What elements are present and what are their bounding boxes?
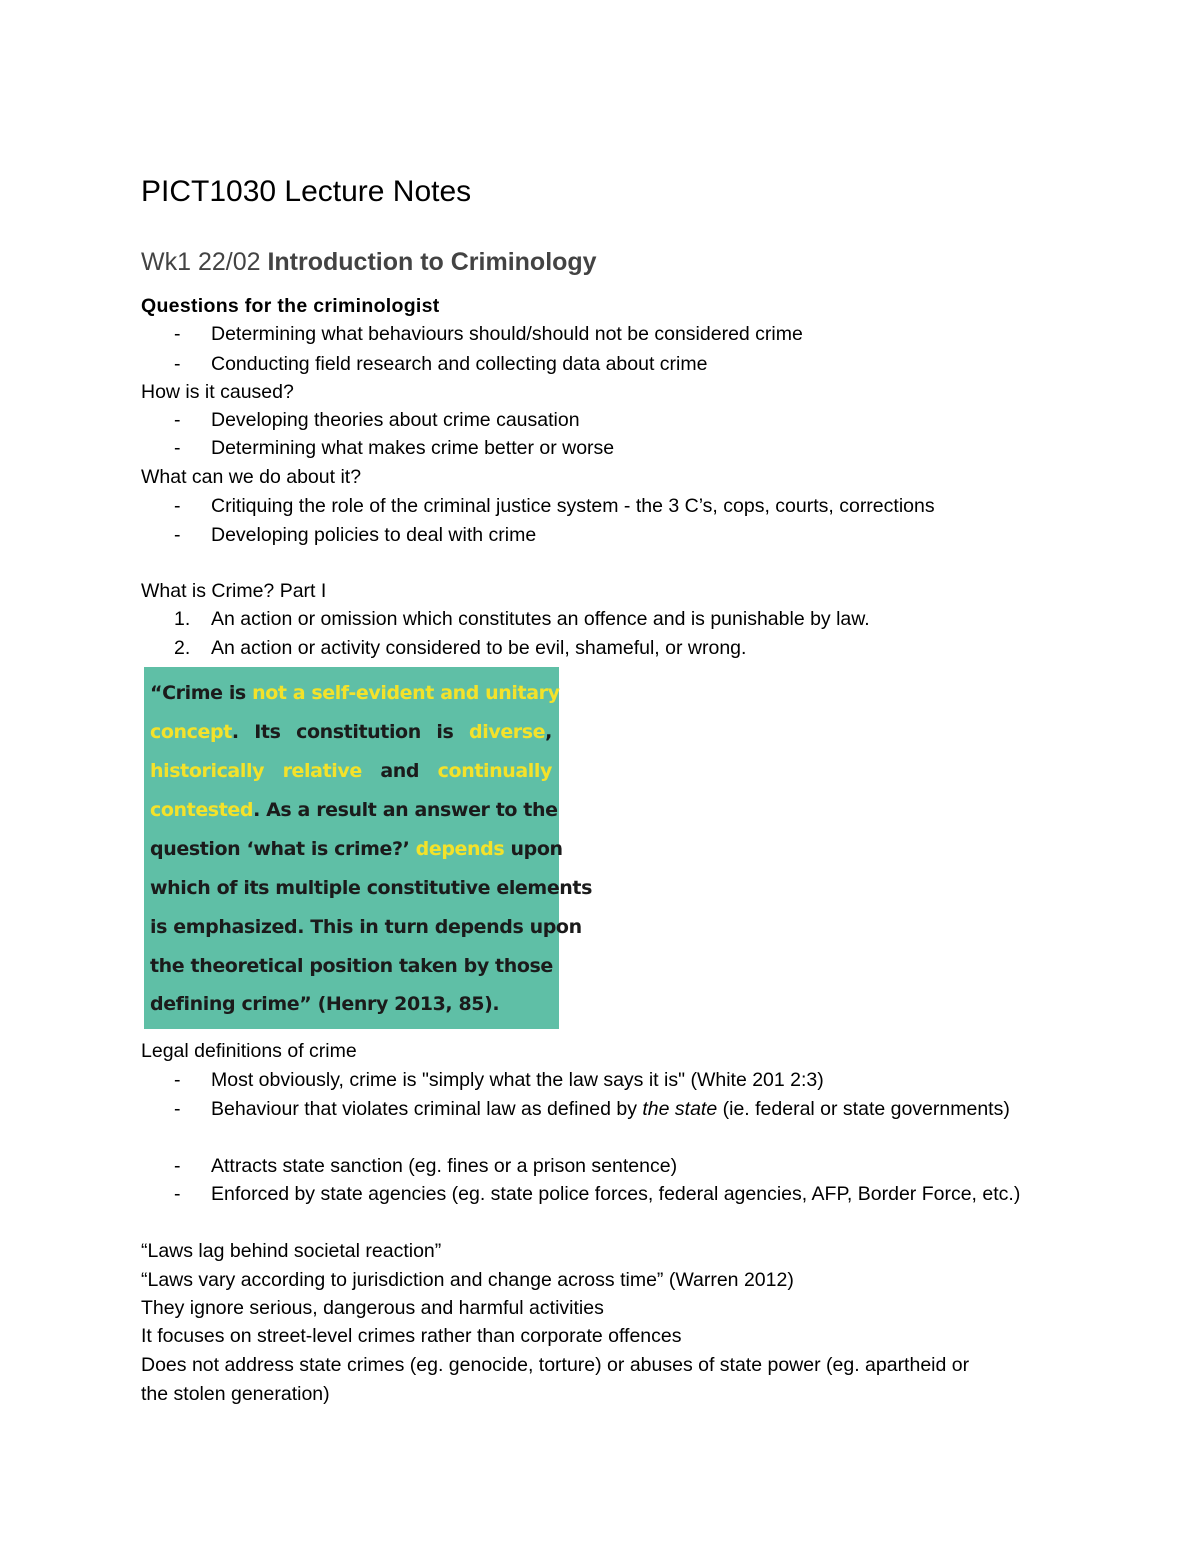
quote-highlight: depends [415,838,505,860]
list-item-text [211,1095,1031,1123]
page-title: PICT1030 Lecture Notes [141,175,472,208]
section-date: Wk1 22/02 [141,248,268,276]
quote-highlight: contested [150,799,254,821]
quote-highlight: concept [150,721,232,743]
bullet-marker: - [174,323,181,345]
quote-text: the theoretical position taken by those [150,955,553,977]
quote-line [150,798,558,822]
list-item-text [211,1066,824,1094]
item-number: 1. [174,608,191,630]
closing-line: Does not address state crimes (eg. genocide, torture) or abuses of state power (eg. apartheid or [141,1354,970,1376]
numbered-item-text: An action or omission which constitutes an offence and is punishable by law. [211,608,870,630]
list-item-segment: Enforced by state agencies (eg. state police forces, federal agencies, AFP, Border Force, etc.) [211,1183,1021,1205]
list-item [174,1152,678,1180]
quote-line [150,992,552,1016]
quote-highlight: continually [437,760,552,782]
list-item-text [211,1152,677,1180]
list-item-text: Developing theories about crime causation [211,409,580,431]
quote-highlight: diverse [469,721,546,743]
list-item [174,434,615,462]
quote-text: . Its constitution is [231,721,470,743]
quote-line [150,876,593,900]
list-item-text: Determining what behaviours should/should not be considered crime [211,323,803,345]
quote-line [150,681,560,705]
list-item [174,1180,1021,1208]
legal-heading: Legal definitions of crime [141,1040,357,1062]
item-number: 2. [174,637,191,659]
closing-line: “Laws vary according to jurisdiction and change across time” (Warren 2012) [141,1269,794,1291]
quote-line [150,837,563,861]
quote-highlight: not a self-evident and unitary [252,682,560,704]
emphasis-text: the state [642,1098,718,1120]
list-item-text: Determining what makes crime better or worse [211,437,615,459]
list-item-segment: (ie. federal or state governments) [717,1098,1010,1120]
quote-image [144,667,593,1029]
questions-heading: Questions for the criminologist [141,295,440,317]
bullet-marker: - [174,1098,181,1120]
quote-text: upon [504,838,563,860]
caused-heading: How is it caused? [141,381,294,403]
bullet-marker: - [174,1183,181,1205]
quote-line [150,954,552,978]
quote-text: “Crime is [150,682,253,704]
list-item [174,492,935,520]
quote-text: and [361,760,438,782]
list-item [174,350,708,378]
section-title [141,248,597,277]
quote-text: defining crime” (Henry 2013, 85). [150,993,500,1015]
list-item [174,320,803,348]
quote-line [150,915,582,939]
do-about-heading: What can we do about it? [141,466,362,488]
numbered-item [174,634,747,662]
quote-text: . As a result an answer to the [253,799,558,821]
bullet-marker: - [174,437,181,459]
list-item-segment: Behaviour that violates criminal law as defined by [211,1098,643,1120]
bullet-marker: - [174,353,181,375]
bullet-marker: - [174,495,181,517]
closing-line: the stolen generation) [141,1383,330,1405]
list-item-text: Conducting field research and collecting data about crime [211,353,708,375]
closing-line: They ignore serious, dangerous and harmful activities [141,1297,604,1319]
list-item-text [211,1180,1031,1208]
quote-text: question ‘what is crime?’ [150,838,416,860]
quote-text: is emphasized. This in turn depends upon [150,916,582,938]
list-item-segment: Attracts state sanction (eg. fines or a prison sentence) [211,1155,678,1177]
quote-text: which of its multiple constitutive elements [150,877,593,899]
list-item [174,406,580,434]
list-item-text: Developing policies to deal with crime [211,524,537,546]
list-item [174,1066,824,1094]
numbered-item [174,605,870,633]
list-item-segment: Most obviously, crime is "simply what the law says it is" (White 201 2:3) [211,1069,824,1091]
list-item [174,521,537,549]
bullet-marker: - [174,409,181,431]
what-is-crime-heading: What is Crime? Part I [141,580,327,602]
bullet-marker: - [174,524,181,546]
closing-line: It focuses on street-level crimes rather than corporate offences [141,1325,682,1347]
closing-line: “Laws lag behind societal reaction” [141,1240,442,1262]
quote-line [150,720,552,744]
quote-line [150,759,552,783]
numbered-item-text: An action or activity considered to be evil, shameful, or wrong. [211,637,747,659]
bullet-marker: - [174,1155,181,1177]
list-item-text: Critiquing the role of the criminal justice system - the 3 C’s, cops, courts, corrections [211,495,935,517]
bullet-marker: - [174,1069,181,1091]
quote-text: , [545,721,552,743]
section-topic: Introduction to Criminology [267,248,597,276]
list-item [174,1095,1010,1123]
quote-highlight: historically relative [150,760,362,782]
